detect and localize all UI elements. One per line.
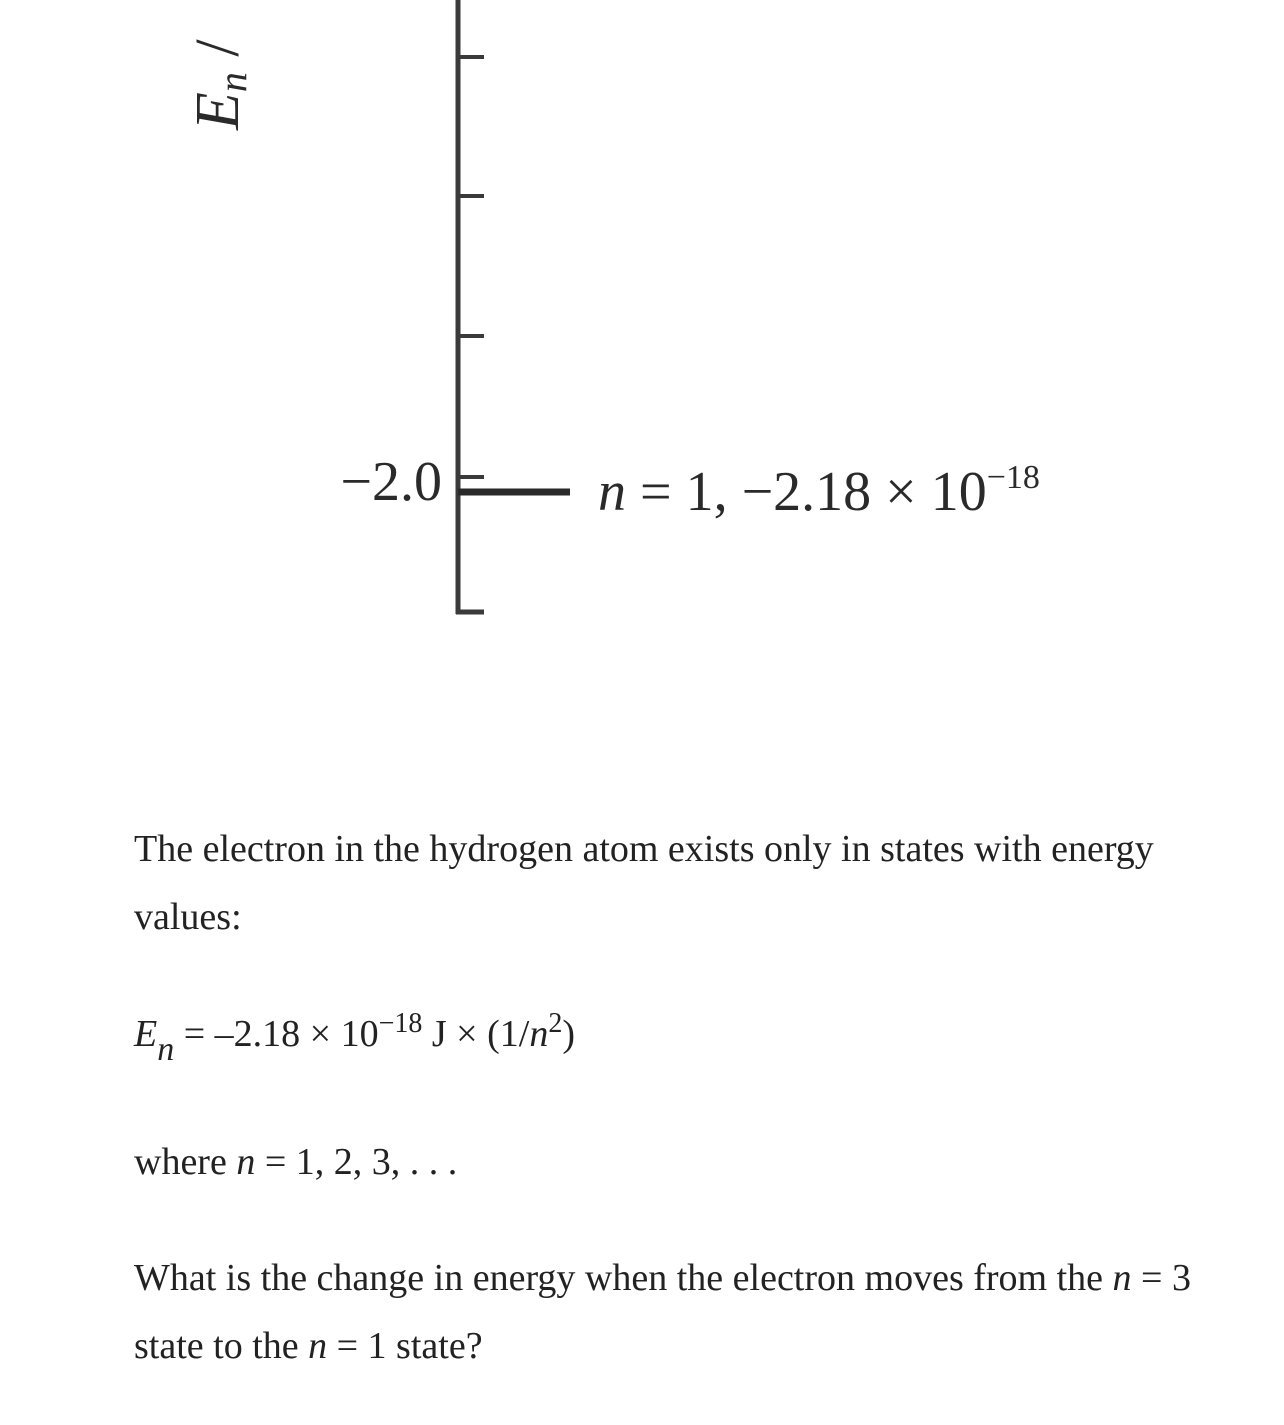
intro-paragraph: The electron in the hydrogen atom exists only in states with energy values: <box>134 828 1154 938</box>
energy-level-label: n = 1, $-2.18 \times 10^{-18}$ <box>598 459 1040 523</box>
energy-level-diagram <box>0 0 1284 700</box>
question-paragraph: What is the change in energy when the electron moves from the n = 3 state to the n = 1 state? <box>134 1257 1191 1367</box>
tick-label-minus-2: −2.0 <box>340 451 442 513</box>
energy-equation: $En = -2.18 \times 10^{-18}$ $J \times (1/n^2)$ <box>134 1008 575 1068</box>
y-axis-label: En / <box>184 39 255 130</box>
where-clause: where n = 1, 2, 3, . . . <box>134 1141 458 1183</box>
